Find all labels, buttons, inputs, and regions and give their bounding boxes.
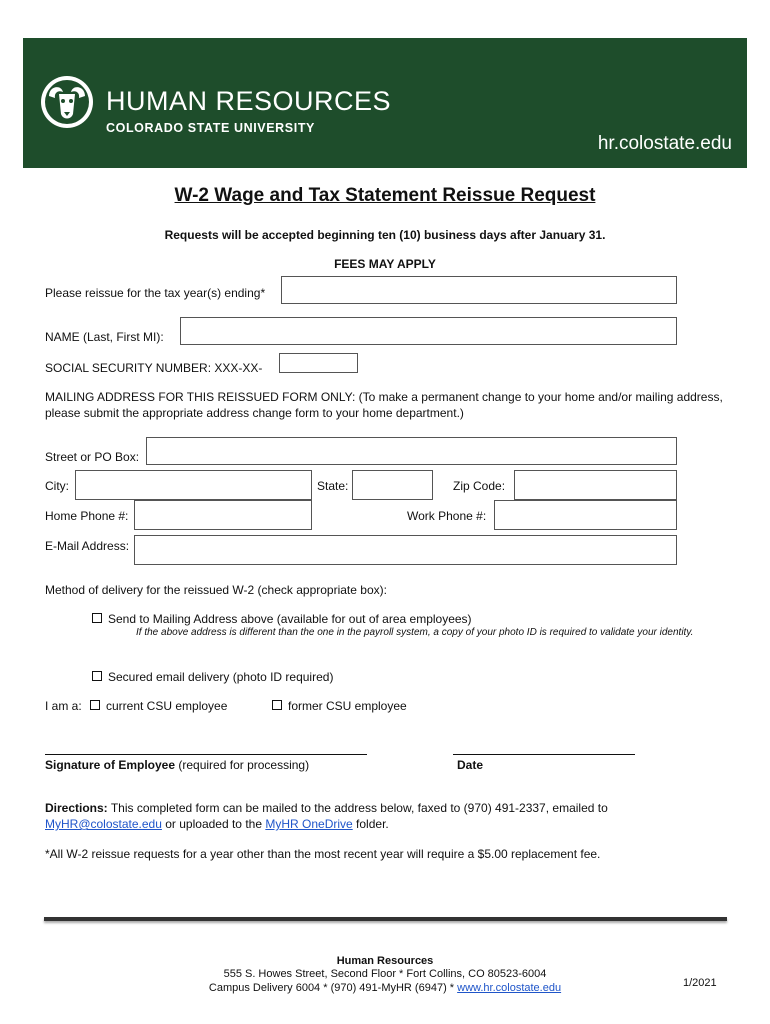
home-phone-input[interactable] — [134, 500, 312, 530]
employee-status-label: I am a: — [45, 699, 82, 713]
ssn-label: SOCIAL SECURITY NUMBER: XXX-XX- — [45, 361, 263, 375]
footer-address: 555 S. Howes Street, Second Floor * Fort Collins, CO 80523-6004 — [223, 968, 547, 980]
city-label: City: — [45, 479, 69, 493]
footer-website-link[interactable]: www.hr.colostate.edu — [457, 982, 562, 994]
footer-contact — [0, 981, 770, 995]
state-label: State: — [317, 479, 349, 493]
state-input[interactable] — [352, 470, 433, 500]
fee-note: *All W-2 reissue requests for a year other than the most recent year will require a $5.00 replacement fee. — [45, 847, 601, 861]
former-employee-checkbox[interactable] — [272, 700, 282, 710]
signature-note: (required for processing) — [178, 758, 310, 772]
header-website: hr.colostate.edu — [597, 133, 732, 154]
directions-text-2: or uploaded to the — [165, 817, 262, 831]
street-input[interactable] — [146, 437, 677, 465]
tax-year-input[interactable] — [281, 276, 677, 304]
notice-text: Requests will be accepted beginning ten (10) business days after January 31. — [164, 228, 606, 242]
directions-text-1: This completed form can be mailed to the address below, faxed to (970) 491-2337, emailed to — [110, 801, 608, 815]
mail-delivery-note: If the above address is different than the one in the payroll system, a copy of your photo ID is required to validate your identity. — [136, 627, 694, 638]
former-employee-option[interactable] — [272, 699, 407, 713]
current-employee-label: current CSU employee — [106, 699, 228, 713]
delivery-method-label: Method of delivery for the reissued W-2 (check appropriate box): — [45, 583, 387, 597]
page-title: W-2 Wage and Tax Statement Reissue Request — [174, 185, 596, 206]
current-employee-checkbox[interactable] — [90, 700, 100, 710]
revision-date: 1/2021 — [683, 977, 717, 989]
zip-input[interactable] — [514, 470, 677, 500]
mailing-address-instructions: MAILING ADDRESS FOR THIS REISSUED FORM ONLY: (To make a permanent change to your home and/or mailing address, please submit the appropriate address change form to your home department.) — [45, 390, 723, 420]
footer-campus-delivery: Campus Delivery 6004 * (970) 491-MyHR (6947) * — [208, 982, 455, 994]
header-title: HUMAN RESOURCES — [106, 86, 392, 116]
date-label: Date — [457, 758, 484, 772]
work-phone-input[interactable] — [494, 500, 677, 530]
date-line[interactable] — [453, 754, 635, 755]
footer-dept: Human Resources — [336, 955, 434, 967]
signature-line[interactable] — [45, 754, 367, 755]
fees-notice: FEES MAY APPLY — [334, 257, 436, 271]
footer-divider — [44, 917, 727, 921]
name-input[interactable] — [180, 317, 677, 345]
work-phone-label: Work Phone #: — [407, 509, 487, 523]
tax-year-label: Please reissue for the tax year(s) ending* — [45, 286, 266, 300]
signature-label: Signature of Employee — [45, 758, 176, 772]
email-label: E-Mail Address: — [45, 539, 130, 553]
directions-label: Directions: — [45, 801, 108, 815]
email-input[interactable] — [134, 535, 677, 565]
mail-delivery-label: Send to Mailing Address above (available for out of area employees) — [108, 612, 472, 626]
mail-delivery-checkbox[interactable] — [92, 613, 102, 623]
directions-text-3: folder. — [356, 817, 389, 831]
mail-delivery-option[interactable] — [92, 612, 472, 626]
ram-head-icon — [39, 74, 95, 130]
city-input[interactable] — [75, 470, 312, 500]
email-delivery-label: Secured email delivery (photo ID required) — [108, 670, 334, 684]
zip-label: Zip Code: — [453, 479, 506, 493]
home-phone-label: Home Phone #: — [45, 509, 129, 523]
name-label: NAME (Last, First MI): — [45, 330, 164, 344]
myhr-email-link[interactable]: MyHR@colostate.edu — [45, 817, 162, 831]
ssn-last4-input[interactable] — [279, 353, 358, 373]
former-employee-label: former CSU employee — [288, 699, 407, 713]
street-label: Street or PO Box: — [45, 450, 140, 464]
email-delivery-checkbox[interactable] — [92, 671, 102, 681]
directions — [45, 800, 735, 832]
signature-caption — [45, 758, 309, 772]
header-subtitle: COLORADO STATE UNIVERSITY — [106, 121, 315, 135]
email-delivery-option[interactable] — [92, 670, 333, 684]
current-employee-option[interactable] — [90, 699, 227, 713]
myhr-onedrive-link[interactable]: MyHR OneDrive — [265, 817, 353, 831]
